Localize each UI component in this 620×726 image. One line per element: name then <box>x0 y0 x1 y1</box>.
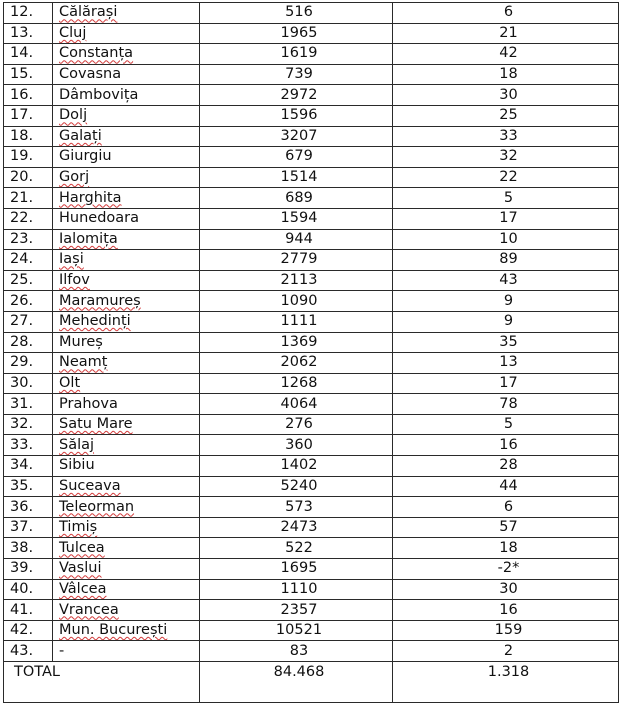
value1-cell: 1090 <box>200 291 393 312</box>
row-number: 23. <box>4 229 53 250</box>
value2-cell: 35 <box>393 332 619 353</box>
table-row <box>4 147 619 168</box>
table-row <box>4 353 619 374</box>
row-number: 16. <box>4 85 53 106</box>
value1-cell: 2357 <box>200 600 393 621</box>
row-number: 30. <box>4 373 53 394</box>
county-name: Harghita <box>59 189 122 206</box>
value1-cell: 2113 <box>200 270 393 291</box>
table-row <box>4 3 619 24</box>
row-number: 42. <box>4 620 53 641</box>
row-number: 24. <box>4 250 53 271</box>
value2-cell: 21 <box>393 23 619 44</box>
county-name: Mehedinți <box>59 313 131 330</box>
county-name: Covasna <box>59 66 122 83</box>
county-name-cell <box>53 270 200 291</box>
table-row <box>4 23 619 44</box>
row-number: 35. <box>4 476 53 497</box>
table-row <box>4 208 619 229</box>
county-name-cell <box>53 105 200 126</box>
row-number: 39. <box>4 559 53 580</box>
value1-cell: 1965 <box>200 23 393 44</box>
value2-cell: -2* <box>393 559 619 580</box>
county-name: Sălaj <box>59 436 95 453</box>
value1-cell: 10521 <box>200 620 393 641</box>
county-name-cell <box>53 497 200 518</box>
county-name-cell <box>53 44 200 65</box>
county-name: Mun. București <box>59 622 168 639</box>
table-row <box>4 641 619 662</box>
row-number: 27. <box>4 311 53 332</box>
county-name: Suceava <box>59 477 121 494</box>
county-name: Galați <box>59 127 102 144</box>
table-row <box>4 250 619 271</box>
county-name-cell <box>53 641 200 662</box>
table-row <box>4 291 619 312</box>
value2-cell: 89 <box>393 250 619 271</box>
table-row <box>4 497 619 518</box>
county-name: Iași <box>59 251 84 268</box>
row-number: 14. <box>4 44 53 65</box>
value1-cell: 2062 <box>200 353 393 374</box>
county-name-cell <box>53 579 200 600</box>
row-number: 43. <box>4 641 53 662</box>
table-body <box>4 3 619 662</box>
county-name: Gorj <box>59 169 90 186</box>
table-row <box>4 126 619 147</box>
value2-cell: 5 <box>393 414 619 435</box>
total-label: TOTAL <box>4 662 200 703</box>
value2-cell: 18 <box>393 64 619 85</box>
county-name-cell <box>53 435 200 456</box>
value1-cell: 1110 <box>200 579 393 600</box>
county-name: Ialomița <box>59 230 118 247</box>
county-name: Prahova <box>59 395 118 412</box>
county-name: Dolj <box>59 107 88 124</box>
value2-cell: 16 <box>393 435 619 456</box>
row-number: 21. <box>4 188 53 209</box>
row-number: 22. <box>4 208 53 229</box>
value2-cell: 22 <box>393 167 619 188</box>
county-name-cell <box>53 620 200 641</box>
county-name: Neamț <box>59 354 108 371</box>
county-name-cell <box>53 559 200 580</box>
county-name: Giurgiu <box>59 148 112 165</box>
table-row <box>4 394 619 415</box>
row-number: 20. <box>4 167 53 188</box>
table-row <box>4 456 619 477</box>
value2-cell: 32 <box>393 147 619 168</box>
county-name: Timiș <box>59 519 98 536</box>
county-data-table <box>3 2 619 703</box>
value2-cell: 9 <box>393 311 619 332</box>
row-number: 38. <box>4 538 53 559</box>
county-name: Vâlcea <box>59 580 107 597</box>
value1-cell: 573 <box>200 497 393 518</box>
row-number: 25. <box>4 270 53 291</box>
county-name-cell <box>53 394 200 415</box>
value2-cell: 6 <box>393 3 619 24</box>
value2-cell: 2 <box>393 641 619 662</box>
table-row <box>4 579 619 600</box>
county-name-cell <box>53 126 200 147</box>
table-row <box>4 44 619 65</box>
value2-cell: 78 <box>393 394 619 415</box>
row-number: 41. <box>4 600 53 621</box>
value1-cell: 1111 <box>200 311 393 332</box>
value1-cell: 679 <box>200 147 393 168</box>
county-name: Maramureș <box>59 292 141 309</box>
value2-cell: 30 <box>393 579 619 600</box>
row-number: 29. <box>4 353 53 374</box>
table-row <box>4 517 619 538</box>
county-name-cell <box>53 373 200 394</box>
value1-cell: 739 <box>200 64 393 85</box>
county-name-cell <box>53 250 200 271</box>
value1-cell: 5240 <box>200 476 393 497</box>
value1-cell: 1514 <box>200 167 393 188</box>
value1-cell: 1402 <box>200 456 393 477</box>
county-name-cell <box>53 229 200 250</box>
table-row <box>4 538 619 559</box>
county-name: Vrancea <box>59 601 119 618</box>
value2-cell: 18 <box>393 538 619 559</box>
county-name-cell <box>53 414 200 435</box>
county-name-cell <box>53 311 200 332</box>
county-name: Hunedoara <box>59 210 140 227</box>
value1-cell: 360 <box>200 435 393 456</box>
row-number: 26. <box>4 291 53 312</box>
value2-cell: 9 <box>393 291 619 312</box>
county-name: - <box>59 642 65 659</box>
table-row <box>4 311 619 332</box>
county-name-cell <box>53 517 200 538</box>
table-row <box>4 167 619 188</box>
value1-cell: 2779 <box>200 250 393 271</box>
value2-cell: 16 <box>393 600 619 621</box>
value2-cell: 28 <box>393 456 619 477</box>
county-name-cell <box>53 64 200 85</box>
row-number: 36. <box>4 497 53 518</box>
table-row <box>4 435 619 456</box>
county-name-cell <box>53 208 200 229</box>
row-number: 17. <box>4 105 53 126</box>
value1-cell: 1268 <box>200 373 393 394</box>
table-row <box>4 64 619 85</box>
row-number: 12. <box>4 3 53 24</box>
total-row <box>4 662 619 703</box>
county-name: Olt <box>59 374 81 391</box>
county-name-cell <box>53 291 200 312</box>
county-name: Teleorman <box>59 498 135 515</box>
county-name: Călărași <box>59 4 118 21</box>
value2-cell: 30 <box>393 85 619 106</box>
row-number: 33. <box>4 435 53 456</box>
county-name-cell <box>53 538 200 559</box>
county-name-cell <box>53 85 200 106</box>
county-name: Dâmbovița <box>59 86 139 103</box>
table-row <box>4 559 619 580</box>
value1-cell: 1594 <box>200 208 393 229</box>
row-number: 19. <box>4 147 53 168</box>
county-name-cell <box>53 147 200 168</box>
value2-cell: 57 <box>393 517 619 538</box>
value1-cell: 2972 <box>200 85 393 106</box>
value1-cell: 3207 <box>200 126 393 147</box>
value2-cell: 10 <box>393 229 619 250</box>
value1-cell: 522 <box>200 538 393 559</box>
value2-cell: 44 <box>393 476 619 497</box>
row-number: 15. <box>4 64 53 85</box>
value2-cell: 25 <box>393 105 619 126</box>
total-value1: 84.468 <box>200 662 393 703</box>
value1-cell: 944 <box>200 229 393 250</box>
value1-cell: 1369 <box>200 332 393 353</box>
value2-cell: 5 <box>393 188 619 209</box>
value1-cell: 689 <box>200 188 393 209</box>
county-name: Constanța <box>59 45 134 62</box>
table-row <box>4 414 619 435</box>
value2-cell: 13 <box>393 353 619 374</box>
value2-cell: 17 <box>393 373 619 394</box>
row-number: 28. <box>4 332 53 353</box>
value1-cell: 2473 <box>200 517 393 538</box>
county-name-cell <box>53 353 200 374</box>
row-number: 18. <box>4 126 53 147</box>
county-name-cell <box>53 188 200 209</box>
value1-cell: 83 <box>200 641 393 662</box>
table-row <box>4 270 619 291</box>
value1-cell: 4064 <box>200 394 393 415</box>
value2-cell: 42 <box>393 44 619 65</box>
value2-cell: 17 <box>393 208 619 229</box>
county-name: Ilfov <box>59 272 90 289</box>
value1-cell: 1695 <box>200 559 393 580</box>
table-row <box>4 332 619 353</box>
county-name-cell <box>53 600 200 621</box>
row-number: 40. <box>4 579 53 600</box>
row-number: 13. <box>4 23 53 44</box>
value1-cell: 276 <box>200 414 393 435</box>
county-name-cell <box>53 476 200 497</box>
total-value2: 1.318 <box>393 662 619 703</box>
county-name: Satu Mare <box>59 416 133 433</box>
table-row <box>4 229 619 250</box>
county-name-cell <box>53 3 200 24</box>
row-number: 31. <box>4 394 53 415</box>
table-row <box>4 188 619 209</box>
value2-cell: 159 <box>393 620 619 641</box>
row-number: 37. <box>4 517 53 538</box>
row-number: 32. <box>4 414 53 435</box>
county-name: Sibiu <box>59 457 95 474</box>
table-row <box>4 600 619 621</box>
table-row <box>4 373 619 394</box>
table-row <box>4 620 619 641</box>
county-name: Vaslui <box>59 560 102 577</box>
county-name-cell <box>53 456 200 477</box>
value1-cell: 1596 <box>200 105 393 126</box>
county-name: Mureș <box>59 333 103 350</box>
value2-cell: 33 <box>393 126 619 147</box>
county-name: Cluj <box>59 24 87 41</box>
county-name-cell <box>53 332 200 353</box>
table-row <box>4 85 619 106</box>
county-name-cell <box>53 23 200 44</box>
table-row <box>4 105 619 126</box>
row-number: 34. <box>4 456 53 477</box>
value1-cell: 1619 <box>200 44 393 65</box>
county-name-cell <box>53 167 200 188</box>
county-name: Tulcea <box>59 539 105 556</box>
value2-cell: 43 <box>393 270 619 291</box>
table-row <box>4 476 619 497</box>
value2-cell: 6 <box>393 497 619 518</box>
value1-cell: 516 <box>200 3 393 24</box>
